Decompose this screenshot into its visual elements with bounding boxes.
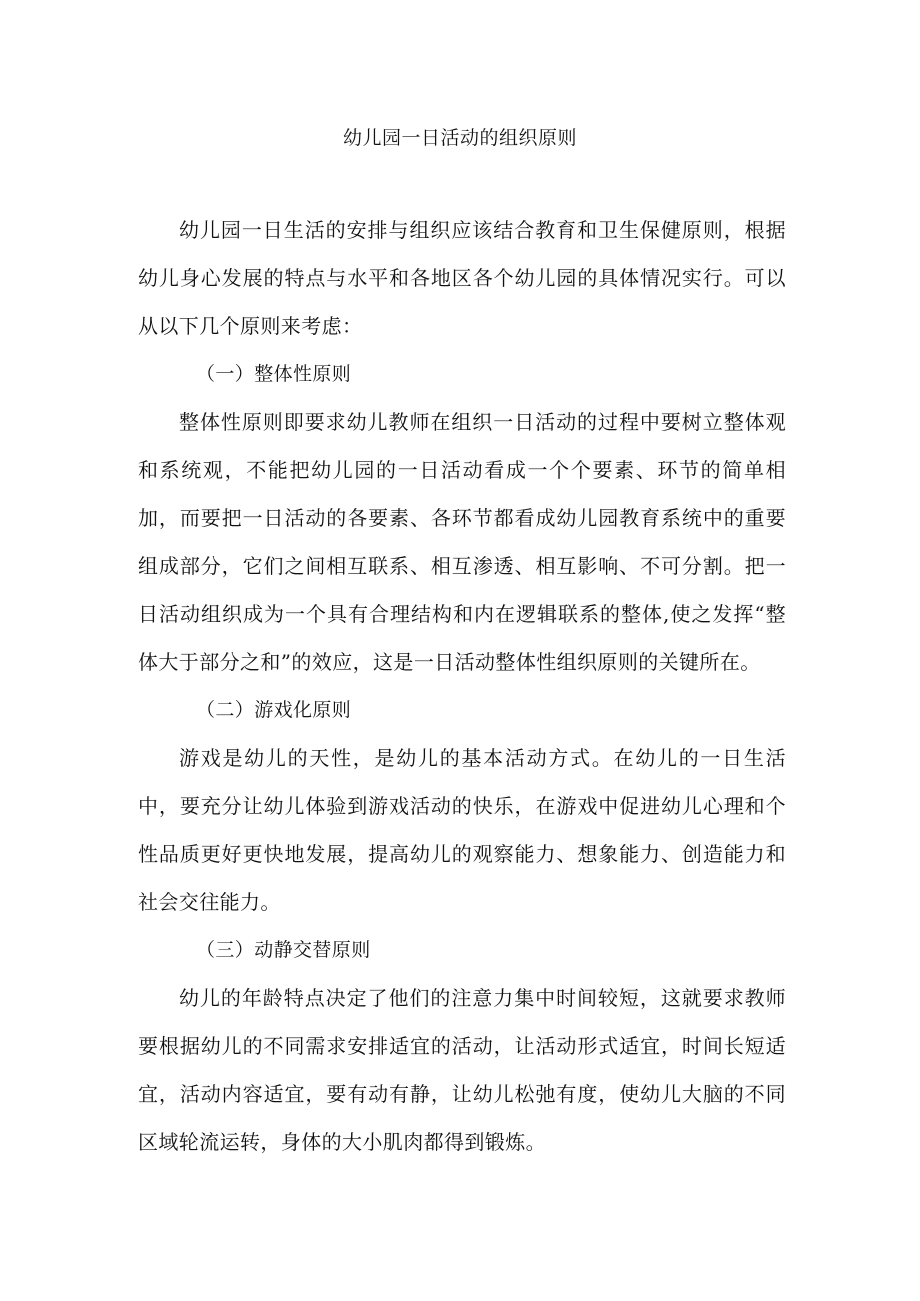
section-heading-2: （二）游戏化原则 <box>196 699 352 721</box>
section-heading-1: （一）整体性原则 <box>196 363 352 385</box>
section-heading-3: （三）动静交替原则 <box>196 939 371 961</box>
section-body-1: 整体性原则即要求幼儿教师在组织一日活动的过程中要树立整体观和系统观，不能把幼儿园的一日活动看成一个个要素、环节的简单相加，而要把一日活动的各要素、各环节都看成幼儿园教育系统中的重要组成部分，它们之间相互联系、相互渗透、相互影响、不可分割。把一日活动组织成为一个具有合理结构和内在逻辑联系的整体,使之发挥“整体大于部分之和”的效应，这是一日活动整体性组织原则的关键所在。 <box>138 410 786 674</box>
intro-paragraph: 幼儿园一日生活的安排与组织应该结合教育和卫生保健原则，根据幼儿身心发展的特点与水平和各地区各个幼儿园的具体情况实行。可以从以下几个原则来考虑： <box>138 218 786 338</box>
document-title: 幼儿园一日活动的组织原则 <box>342 127 577 149</box>
section-body-2: 游戏是幼儿的天性，是幼儿的基本活动方式。在幼儿的一日生活中，要充分让幼儿体验到游戏活动的快乐，在游戏中促进幼儿心理和个性品质更好更快地发展，提高幼儿的观察能力、想象能力、创造能力和社会交往能力。 <box>138 746 786 914</box>
section-body-3: 幼儿的年龄特点决定了他们的注意力集中时间较短，这就要求教师要根据幼儿的不同需求安排适宜的活动，让活动形式适宜，时间长短适宜，活动内容适宜，要有动有静，让幼儿松弛有度，使幼儿大脑的不同区域轮流运转，身体的大小肌肉都得到锻炼。 <box>138 986 786 1154</box>
document-body <box>138 206 786 1166</box>
